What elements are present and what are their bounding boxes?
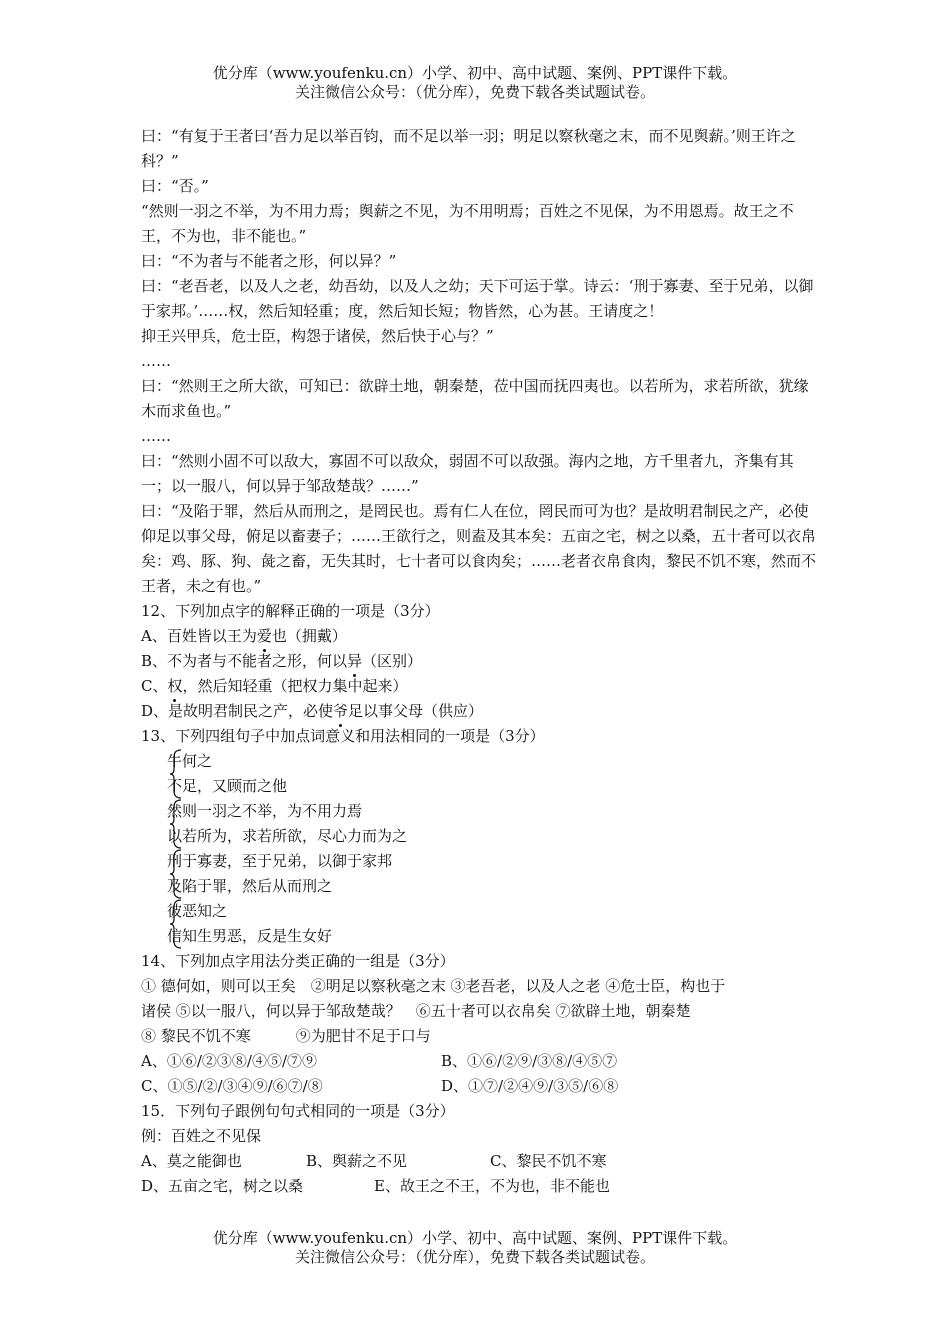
q14-option-b: B、①⑥/②⑨/③⑧/④⑤⑦	[441, 1052, 618, 1070]
q13-pair-d	[167, 899, 821, 949]
q13-pair-c	[167, 849, 821, 899]
brace-icon	[169, 899, 183, 949]
q13-sentence: 信知生男恶，反是生女好	[167, 927, 333, 945]
q12-option-b: B、不为者与不能者之形，何以异（区别）	[141, 649, 821, 674]
dotted-char: 异	[347, 649, 362, 674]
q13-sentence: 刑于寡妻，至于兄弟，以御于家邦	[167, 852, 393, 870]
q13-sentence: 彼恶知之	[167, 902, 228, 920]
dotted-char: 权	[167, 674, 182, 699]
q14-items: 诸侯 ⑤以一服八，何以异于邹敌楚哉？ ⑥五十者可以衣帛矣 ⑦欲辟土地，朝秦楚	[141, 1002, 691, 1020]
q15-options-row	[141, 1174, 821, 1199]
dotted-char: 爱	[257, 624, 272, 649]
q14-options-row	[141, 1074, 821, 1099]
q12-option-a: A、百姓皆以王为爱也（拥戴）	[141, 624, 821, 649]
passage-paragraph: 曰：“然则王之所大欲，可知已：欲辟土地，朝秦楚，莅中国而抚四夷也。以若所为，求若所欲，犹缘木而求鱼也。”	[141, 377, 809, 420]
q13-sentence: 以若所为，求若所欲，尽心力而为之	[167, 827, 408, 845]
question-13	[141, 724, 821, 949]
footer-line-1: 优分库（www.youfenku.cn）小学、初中、高中试题、案例、PPT课件下载。	[212, 1229, 738, 1247]
q15-option-e: E、故王之不王，不为也，非不能也	[374, 1177, 610, 1195]
passage-paragraph: 曰：“不为者与不能者之形，何以异？”	[141, 252, 397, 270]
q13-sentence: 不足，又顾而之他	[167, 777, 288, 795]
q14-options-row	[141, 1049, 821, 1074]
q15-option-a: A、莫之能御也	[141, 1152, 242, 1170]
q15-example: 例：百姓之不见保	[141, 1127, 262, 1145]
q13-stem: 13、下列四组句子中加点词意义和用法相同的一项是（3分）	[141, 727, 545, 745]
q13-sentence: 及陷于罪，然后从而刑之	[167, 877, 333, 895]
q15-stem: 15．下列句子跟例句句式相同的一项是（3分）	[141, 1102, 455, 1120]
q13-sentence: 然则一羽之不举，为不用力焉	[167, 802, 363, 820]
footer-line-2: 关注微信公众号：（优分库），免费下载各类试题试卷。	[294, 1248, 655, 1266]
q13-sentence: 牛何之	[167, 752, 213, 770]
page-footer	[0, 1229, 950, 1267]
dotted-char: 爷	[333, 699, 348, 724]
q14-option-d: D、①⑦/②④⑨/③⑤/⑥⑧	[441, 1077, 619, 1095]
passage-paragraph: 抑王兴甲兵，危士臣，构怨于诸侯，然后快于心与？”	[141, 327, 494, 345]
q14-option-c: C、①⑤/②/③④⑨/⑥⑦/⑧	[141, 1077, 323, 1095]
passage-paragraph: “然则一羽之不举，为不用力焉；舆薪之不见，为不用明焉；百姓之不见保，为不用恩焉。故王之不王，不为也，非不能也。”	[141, 202, 794, 245]
q15-option-d: D、五亩之宅，树之以桑	[141, 1177, 304, 1195]
q14-items: ① 德何如，则可以王矣 ②明足以察秋毫之末 ③老吾老，以及人之老 ④危士臣，构也于	[141, 977, 726, 995]
page-header	[0, 64, 950, 102]
brace-icon	[169, 849, 183, 899]
q15-options-row	[141, 1149, 821, 1174]
q14-items: ⑧ 黎民不饥不寒 ⑨为肥甘不足于口与	[141, 1027, 431, 1045]
passage-paragraph: 曰：“及陷于罪，然后从而刑之，是罔民也。焉有仁人在位，罔民而可为也？是故明君制民之产，必使仰足以事父母，俯足以畜妻子；……王欲行之，则盍及其本矣：五亩之宅，树之以桑，五十者可以衣帛矣：鸡、豚、狗、彘之畜，无失其时，七十者可以食肉矣；……老者衣帛食肉，黎民不饥不寒，然而不王者，未之有也。”	[141, 502, 817, 595]
header-line-1: 优分库（www.youfenku.cn）小学、初中、高中试题、案例、PPT课件下载。	[212, 64, 738, 82]
passage-paragraph: 曰：“有复于王者曰‘吾力足以举百钧，而不足以举一羽；明足以察秋毫之末，而不见舆薪。’则王许之科？”	[141, 127, 796, 170]
q12-stem: 12、下列加点字的解释正确的一项是（3分）	[141, 602, 440, 620]
document-body	[141, 124, 821, 1199]
q14-stem: 14、下列加点字用法分类正确的一组是（3分）	[141, 952, 455, 970]
question-15	[141, 1099, 821, 1199]
q14-option-a: A、①⑥/②③⑧/④⑤/⑦⑨	[141, 1052, 317, 1070]
q15-option-b: B、舆薪之不见	[306, 1152, 408, 1170]
q13-pair-a	[167, 749, 821, 799]
header-line-2: 关注微信公众号：（优分库），免费下载各类试题试卷。	[294, 83, 655, 101]
passage-paragraph: 曰：“老吾老，以及人之老，幼吾幼，以及人之幼；天下可运于掌。诗云：‘刑于寡妻、至于兄弟，以御于家邦。’……权，然后知轻重；度，然后知长短；物皆然，心为甚。王请度之！	[141, 277, 814, 320]
passage-ellipsis: ……	[141, 427, 171, 445]
q13-pairs	[141, 749, 821, 949]
question-14	[141, 949, 821, 1099]
brace-icon	[169, 749, 183, 799]
q12-option-c: C、权，然后知轻重（把权力集中起来）	[141, 674, 821, 699]
brace-icon	[169, 799, 183, 849]
q12-option-d: D、是故明君制民之产，必使爷足以事父母（供应）	[141, 699, 821, 724]
question-12	[141, 599, 821, 724]
passage-ellipsis: ……	[141, 352, 171, 370]
passage-paragraph: 曰：“然则小固不可以敌大，寡固不可以敌众，弱固不可以敌强。海内之地，方千里者九，齐集有其一；以一服八，何以异于邹敌楚哉？……”	[141, 452, 794, 495]
passage-paragraph: 曰：“否。”	[141, 177, 209, 195]
q15-option-c: C、黎民不饥不寒	[490, 1152, 607, 1170]
q13-pair-b	[167, 799, 821, 849]
